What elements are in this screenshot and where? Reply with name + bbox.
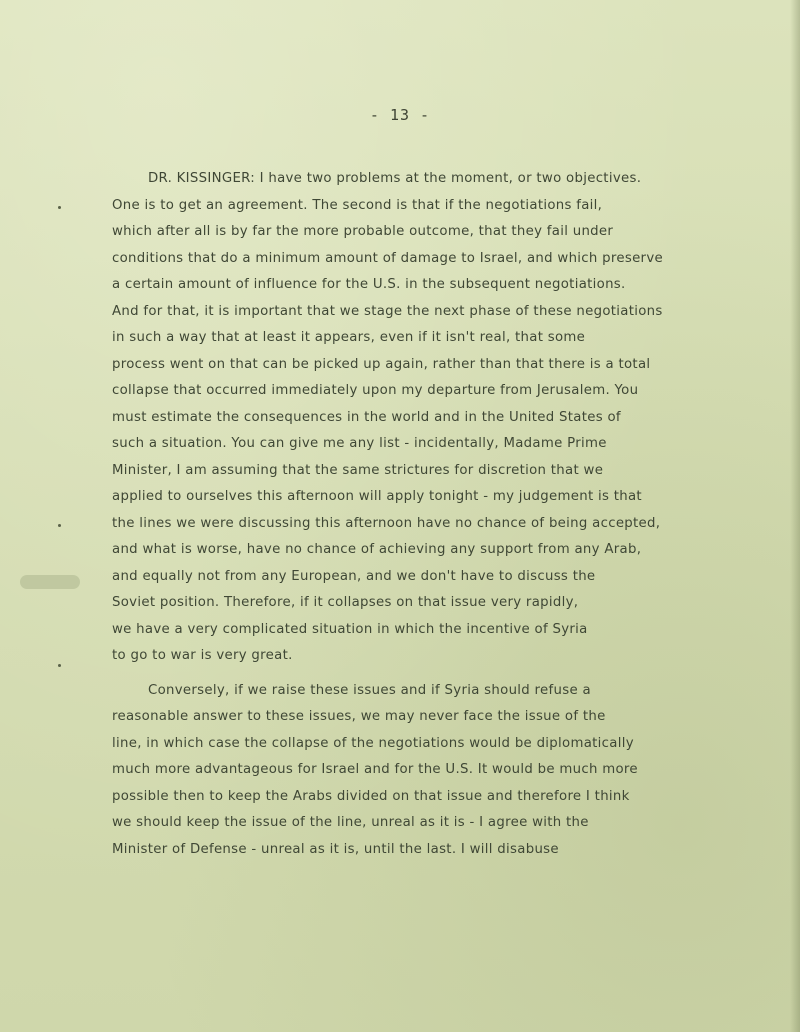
text-line: DR. KISSINGER: I have two problems at the moment, or two objectives. [148,171,642,186]
text-line: the lines we were discussing this afternoon have no chance of being accepted, [112,515,661,531]
text-line: collapse that occurred immediately upon my departure from Jerusalem. You [112,383,639,398]
text-line: such a situation. You can give me any list - incidentally, Madame Prime [112,436,607,451]
page-number: - 13 - [369,106,431,124]
margin-dot-mark [58,524,61,527]
text-line: And for that, it is important that we stage the next phase of these negotiations [112,303,663,319]
margin-dot-mark [58,664,61,667]
text-line: and equally not from any European, and we don't have to discuss the [112,568,596,584]
text-line: possible then to keep the Arabs divided on that issue and therefore I think [112,788,630,804]
text-line: line, in which case the collapse of the negotiations would be diplomatically [112,735,634,751]
text-line: applied to ourselves this afternoon will apply tonight - my judgement is that [112,489,642,504]
text-line: Minister of Defense - unreal as it is, until the last. I will disabuse [112,841,559,857]
text-line: we have a very complicated situation in which the incentive of Syria [112,621,588,637]
text-line: process went on that can be picked up again, rather than that there is a total [112,356,651,372]
text-line: conditions that do a minimum amount of damage to Israel, and which preserve [112,250,663,266]
text-line: in such a way that at least it appears, even if it isn't real, that some [112,330,586,345]
text-line: Soviet position. Therefore, if it collapses on that issue very rapidly, [112,595,579,610]
page-edge-shadow [790,0,800,1032]
margin-dot-mark [58,206,61,209]
paragraph-kissinger [112,166,772,670]
text-line: One is to get an agreement. The second is that if the negotiations fail, [112,197,603,213]
paragraph-conversely [112,678,772,864]
text-line: must estimate the consequences in the world and in the United States of [112,409,621,425]
text-line: a certain amount of influence for the U.S. in the subsequent negotiations. [112,277,626,292]
text-line: reasonable answer to these issues, we may never face the issue of the [112,709,606,724]
paragraph-gap [112,670,772,678]
text-line: to go to war is very great. [112,648,293,663]
scan-smudge-mark [20,575,80,589]
transcript-body [112,166,772,863]
text-line: Minister, I am assuming that the same strictures for discretion that we [112,462,604,478]
text-line: much more advantageous for Israel and for the U.S. It would be much more [112,762,638,777]
text-line: and what is worse, have no chance of achieving any support from any Arab, [112,542,642,557]
text-line: we should keep the issue of the line, unreal as it is - I agree with the [112,815,589,830]
text-line: Conversely, if we raise these issues and if Syria should refuse a [148,682,591,698]
text-line: which after all is by far the more probable outcome, that they fail under [112,224,614,239]
